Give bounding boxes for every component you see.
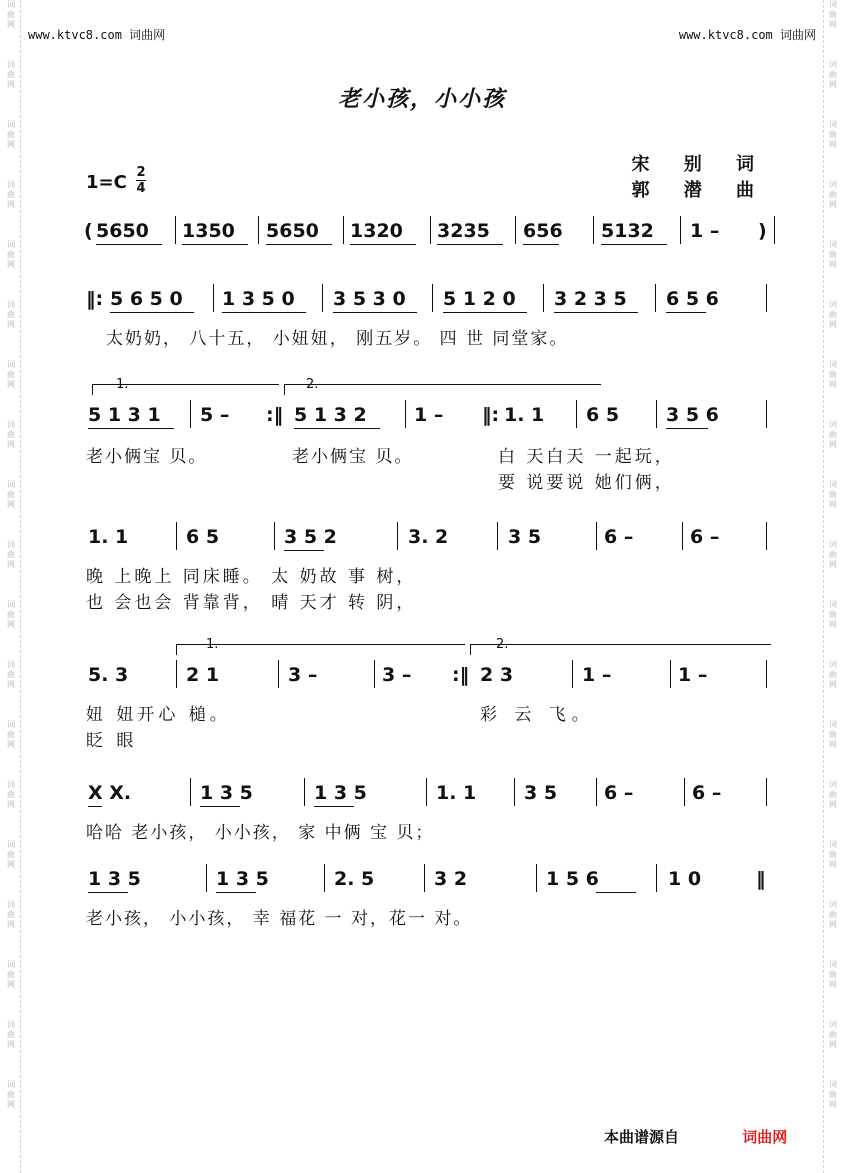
watermark-char: 词 [7, 720, 15, 729]
left-watermark-strip [4, 0, 18, 1173]
watermark-char: 词 [829, 720, 837, 729]
watermark-char: 词 [7, 900, 15, 909]
r5-m1: X X. [88, 782, 132, 804]
watermark-char: 网 [7, 740, 15, 749]
lyric-line-5 [0, 818, 844, 843]
watermark-char: 词 [829, 420, 837, 429]
r3-m5: 3 5 [508, 526, 542, 548]
r1-m6: 6 5 6 [666, 288, 719, 310]
staff-row-4 [0, 664, 844, 694]
staff-row-6 [0, 868, 844, 898]
watermark-char: 网 [7, 200, 15, 209]
watermark-char: 词 [829, 60, 837, 69]
r2-m7: 3 5 6 [666, 404, 719, 426]
watermark-char: 词 [7, 300, 15, 309]
lyric-3b: 也 会也会 背靠背， 晴 天才 转 阴， [86, 593, 417, 613]
r4-m4: 3 – [382, 664, 412, 686]
watermark-char: 词 [829, 300, 837, 309]
watermark-char: 曲 [7, 610, 15, 619]
source-footer [604, 1126, 787, 1147]
watermark-char: 网 [7, 1040, 15, 1049]
r4-m1: 5. 3 [88, 664, 129, 686]
lyric-4a: 妞 妞开心 槌。 [86, 705, 231, 725]
watermark-group [829, 180, 837, 210]
watermark-char: 词 [829, 180, 837, 189]
lyric-line-1 [0, 324, 844, 349]
watermark-group [7, 0, 15, 30]
watermark-char: 网 [829, 260, 837, 269]
watermark-char: 网 [7, 620, 15, 629]
time-top: 2 [136, 165, 146, 180]
watermark-char: 网 [829, 500, 837, 509]
r6-m1: 1 3 5 [88, 868, 141, 890]
lyric-2c: 白 天白天 一起玩， [498, 447, 675, 467]
watermark-char: 词 [7, 60, 15, 69]
watermark-char: 网 [829, 1040, 837, 1049]
watermark-char: 曲 [7, 70, 15, 79]
lyric-line-4 [0, 700, 844, 725]
key-signature [86, 165, 146, 196]
watermark-char: 词 [829, 540, 837, 549]
watermark-char: 曲 [7, 670, 15, 679]
intro-row [0, 220, 844, 250]
lyric-line-3 [0, 562, 844, 587]
watermark-char: 词 [829, 600, 837, 609]
watermark-char: 网 [829, 620, 837, 629]
time-signature [136, 166, 146, 195]
watermark-char: 词 [7, 240, 15, 249]
watermark-group [7, 120, 15, 150]
left-margin-line [20, 0, 21, 1173]
r1-m5: 3 2 3 5 [554, 288, 627, 310]
watermark-char: 网 [7, 140, 15, 149]
r3-m2: 6 5 [186, 526, 220, 548]
watermark-char: 网 [829, 80, 837, 89]
footer-brand-link[interactable]: 词曲网 [742, 1128, 788, 1146]
watermark-char: 曲 [829, 550, 837, 559]
r4-m7: 1 – [678, 664, 708, 686]
watermark-char: 网 [7, 260, 15, 269]
r2-m2: 5 – [200, 404, 230, 426]
watermark-char: 曲 [829, 1030, 837, 1039]
watermark-char: 词 [829, 900, 837, 909]
r4-m3: 3 – [288, 664, 318, 686]
watermark-char: 网 [7, 320, 15, 329]
watermark-char: 词 [829, 360, 837, 369]
key-label: 1=C [86, 172, 127, 193]
r5-m5: 3 5 [524, 782, 558, 804]
watermark-char: 曲 [829, 1090, 837, 1099]
intro-measure-7: 5132 [601, 220, 654, 242]
watermark-char: 曲 [7, 430, 15, 439]
r2-m1: 5 1 3 1 [88, 404, 161, 426]
r2-m5: 1. 1 [504, 404, 545, 426]
watermark-char: 曲 [7, 130, 15, 139]
watermark-char: 曲 [7, 970, 15, 979]
r3-m7: 6 – [690, 526, 720, 548]
watermark-char: 词 [829, 0, 837, 9]
watermark-char: 词 [7, 660, 15, 669]
r1-m3: 3 5 3 0 [333, 288, 406, 310]
r6-m4: 3 2 [434, 868, 468, 890]
r6-m6: 1 0 [668, 868, 702, 890]
lyric-line-2-verse-2 [0, 468, 844, 493]
staff-row-5 [0, 782, 844, 812]
watermark-char: 网 [829, 380, 837, 389]
watermark-char: 曲 [7, 370, 15, 379]
watermark-char: 曲 [7, 910, 15, 919]
watermark-char: 词 [829, 1020, 837, 1029]
staff-row-2 [0, 404, 844, 434]
watermark-group [7, 1080, 15, 1110]
footer-source: 本曲谱源自 [604, 1128, 680, 1146]
watermark-group [7, 1020, 15, 1050]
intro-measure-4: 1320 [350, 220, 403, 242]
watermark-char: 词 [829, 960, 837, 969]
final-barline: ‖ [756, 868, 766, 890]
watermark-group [829, 960, 837, 990]
watermark-char: 网 [7, 80, 15, 89]
watermark-char: 网 [829, 680, 837, 689]
watermark-char: 网 [7, 920, 15, 929]
r1-m2: 1 3 5 0 [222, 288, 295, 310]
intro-measure-1: 5650 [96, 220, 149, 242]
watermark-group [829, 1080, 837, 1110]
r2-m6: 6 5 [586, 404, 620, 426]
watermark-char: 词 [829, 660, 837, 669]
watermark-char: 网 [7, 800, 15, 809]
watermark-char: 词 [7, 780, 15, 789]
watermark-char: 网 [829, 920, 837, 929]
watermark-char: 词 [7, 360, 15, 369]
site-watermark-left: www.ktvc8.com 词曲网 [28, 28, 166, 42]
watermark-char: 词 [829, 840, 837, 849]
watermark-char: 网 [829, 560, 837, 569]
watermark-group [829, 1020, 837, 1050]
watermark-char: 网 [829, 320, 837, 329]
r5-m4: 1. 1 [436, 782, 477, 804]
site-watermark-right: www.ktvc8.com 词曲网 [678, 28, 816, 42]
r5-m2: 1 3 5 [200, 782, 253, 804]
right-margin-line [823, 0, 824, 1173]
lyric-line-3-verse-2 [0, 588, 844, 613]
staff-row-1 [0, 288, 844, 318]
watermark-char: 曲 [7, 790, 15, 799]
watermark-group [829, 120, 837, 150]
watermark-char: 词 [829, 780, 837, 789]
intro-measure-2: 1350 [182, 220, 235, 242]
watermark-group [829, 360, 837, 390]
watermark-char: 网 [7, 980, 15, 989]
watermark-char: 网 [829, 980, 837, 989]
r4-m6: 1 – [582, 664, 612, 686]
watermark-char: 曲 [829, 310, 837, 319]
lyric-line-6 [0, 904, 844, 929]
watermark-char: 曲 [829, 970, 837, 979]
watermark-char: 网 [829, 860, 837, 869]
intro-measure-5: 3235 [437, 220, 490, 242]
volta-2-bracket [284, 384, 601, 395]
watermark-char: 网 [829, 200, 837, 209]
watermark-char: 曲 [829, 910, 837, 919]
watermark-group [7, 180, 15, 210]
r3-m6: 6 – [604, 526, 634, 548]
watermark-char: 词 [7, 960, 15, 969]
right-watermark-strip [826, 0, 840, 1173]
r3-m1: 1. 1 [88, 526, 129, 548]
watermark-char: 词 [7, 420, 15, 429]
watermark-char: 词 [7, 840, 15, 849]
watermark-char: 网 [7, 20, 15, 29]
watermark-char: 词 [829, 1080, 837, 1089]
repeat-start: ‖: [86, 288, 104, 310]
volta-1b-label: 1. [206, 637, 219, 652]
lyric-1: 太奶奶， 八十五， 小妞妞， 刚五岁。 四 世 同堂家。 [106, 329, 569, 349]
watermark-char: 曲 [829, 430, 837, 439]
intro-paren-open: ( [84, 220, 93, 242]
watermark-char: 词 [7, 600, 15, 609]
song-title: 老小孩，小小孩 [337, 86, 506, 112]
watermark-char: 曲 [829, 370, 837, 379]
r6-m3: 2. 5 [334, 868, 375, 890]
watermark-char: 网 [7, 500, 15, 509]
watermark-char: 曲 [7, 550, 15, 559]
lyric-4b: 彩 云 飞。 [480, 705, 595, 725]
watermark-group [7, 960, 15, 990]
composer-credit: 郭 潜 曲 [631, 180, 768, 201]
watermark-char: 网 [7, 440, 15, 449]
watermark-char: 网 [7, 1100, 15, 1109]
watermark-char: 曲 [829, 850, 837, 859]
lyric-2b: 老小俩宝 贝。 [292, 447, 414, 467]
lyric-5: 哈哈 老小孩， 小小孩， 家 中俩 宝 贝； [86, 823, 435, 843]
watermark-char: 网 [829, 440, 837, 449]
r2-m3: 5 1 3 2 [294, 404, 367, 426]
watermark-char: 词 [7, 120, 15, 129]
repeat-end-1: :‖ [266, 404, 284, 426]
r3-m4: 3. 2 [408, 526, 449, 548]
staff-row-3 [0, 526, 844, 556]
volta-1b-bracket [176, 644, 465, 655]
watermark-char: 曲 [829, 670, 837, 679]
watermark-char: 曲 [7, 850, 15, 859]
lyric-3a: 晚 上晚上 同床睡。 太 奶故 事 树， [86, 567, 417, 587]
watermark-char: 网 [829, 740, 837, 749]
r1-m4: 5 1 2 0 [443, 288, 516, 310]
watermark-char: 网 [7, 680, 15, 689]
watermark-char: 曲 [829, 190, 837, 199]
watermark-group [7, 840, 15, 870]
watermark-char: 网 [7, 380, 15, 389]
lyric-line-4-verse-2 [0, 726, 844, 751]
watermark-char: 曲 [7, 190, 15, 199]
watermark-char: 词 [7, 0, 15, 9]
watermark-char: 词 [829, 480, 837, 489]
watermark-char: 词 [7, 540, 15, 549]
repeat-start-2: ‖: [482, 404, 500, 426]
watermark-char: 词 [829, 120, 837, 129]
intro-measure-6: 656 [523, 220, 563, 242]
volta-1-label: 1. [116, 377, 129, 392]
watermark-char: 曲 [829, 130, 837, 139]
watermark-char: 曲 [829, 10, 837, 19]
watermark-char: 曲 [7, 10, 15, 19]
watermark-char: 词 [7, 1080, 15, 1089]
watermark-char: 网 [829, 140, 837, 149]
watermark-char: 网 [7, 860, 15, 869]
watermark-group [829, 0, 837, 30]
watermark-char: 曲 [7, 730, 15, 739]
watermark-char: 网 [829, 20, 837, 29]
volta-2-label: 2. [306, 377, 319, 392]
r1-m1: 5 6 5 0 [110, 288, 183, 310]
r4-m5: 2 3 [480, 664, 514, 686]
watermark-char: 网 [7, 560, 15, 569]
watermark-char: 曲 [829, 790, 837, 799]
watermark-char: 词 [7, 180, 15, 189]
r3-m3: 3 5 2 [284, 526, 337, 548]
watermark-char: 曲 [829, 730, 837, 739]
intro-measure-3: 5650 [266, 220, 319, 242]
watermark-char: 词 [7, 1020, 15, 1029]
watermark-char: 曲 [829, 490, 837, 499]
lyric-4c: 眨 眼 [86, 731, 138, 751]
r4-m2: 2 1 [186, 664, 220, 686]
watermark-char: 词 [829, 240, 837, 249]
watermark-char: 曲 [829, 250, 837, 259]
lyric-6: 老小孩， 小小孩， 幸 福花 一 对，花一 对。 [86, 909, 473, 929]
watermark-char: 曲 [829, 610, 837, 619]
watermark-char: 网 [829, 1100, 837, 1109]
volta-2b-label: 2. [496, 637, 509, 652]
lyric-2a: 老小俩宝 贝。 [86, 447, 208, 467]
volta-2b-bracket [470, 644, 771, 655]
watermark-char: 曲 [7, 250, 15, 259]
intro-measure-8: 1 – [690, 220, 720, 242]
watermark-char: 网 [829, 800, 837, 809]
watermark-char: 曲 [829, 70, 837, 79]
r2-m4: 1 – [414, 404, 444, 426]
lyricist-credit: 宋 别 词 [631, 154, 768, 175]
r5-m7: 6 – [692, 782, 722, 804]
r5-m6: 6 – [604, 782, 634, 804]
intro-paren-close: ) [758, 220, 767, 242]
repeat-end-2: :‖ [452, 664, 470, 686]
r6-m5: 1 5 6 [546, 868, 599, 890]
watermark-char: 曲 [7, 310, 15, 319]
r6-m2: 1 3 5 [216, 868, 269, 890]
watermark-char: 曲 [7, 1090, 15, 1099]
watermark-group [7, 360, 15, 390]
lyric-2d: 要 说要说 她们俩， [498, 473, 675, 493]
watermark-char: 曲 [7, 1030, 15, 1039]
watermark-group [829, 840, 837, 870]
r5-m3: 1 3 5 [314, 782, 367, 804]
lyric-line-2 [0, 442, 844, 467]
watermark-char: 曲 [7, 490, 15, 499]
watermark-char: 词 [7, 480, 15, 489]
time-bottom: 4 [136, 181, 146, 196]
